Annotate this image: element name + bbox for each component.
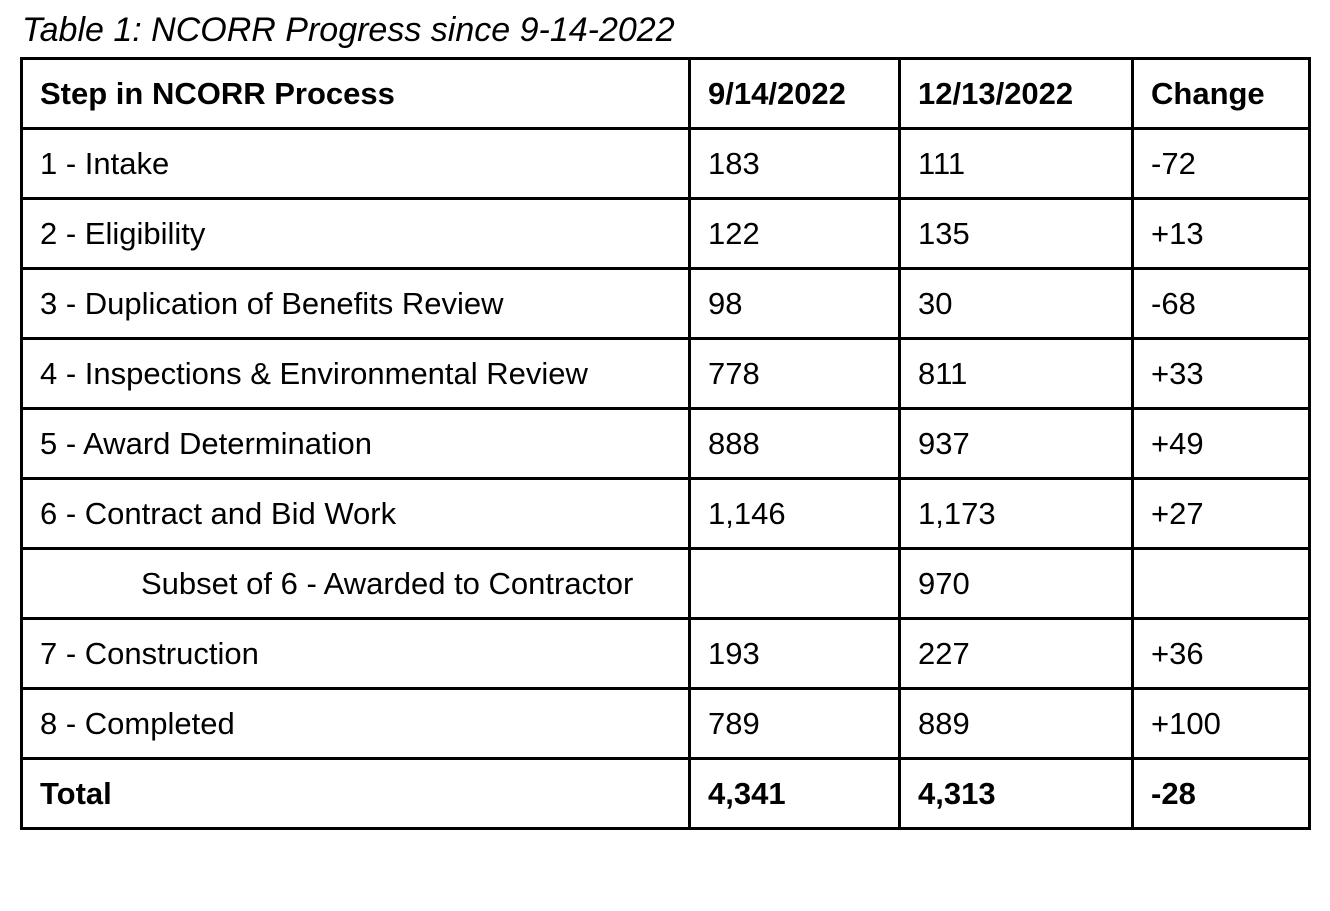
value-cell: 1,173 <box>900 479 1133 549</box>
table-row <box>22 199 1310 269</box>
table-row <box>22 409 1310 479</box>
table-row-subset <box>22 549 1310 619</box>
total-value: 4,341 <box>690 759 900 829</box>
value-cell <box>690 549 900 619</box>
value-cell: 1,146 <box>690 479 900 549</box>
change-cell: +13 <box>1133 199 1310 269</box>
change-cell: -68 <box>1133 269 1310 339</box>
header-date-1: 9/14/2022 <box>690 59 900 129</box>
header-date-2: 12/13/2022 <box>900 59 1133 129</box>
table-header-row <box>22 59 1310 129</box>
value-cell: 937 <box>900 409 1133 479</box>
step-cell: 2 - Eligibility <box>22 199 690 269</box>
header-step: Step in NCORR Process <box>22 59 690 129</box>
value-cell: 227 <box>900 619 1133 689</box>
value-cell: 811 <box>900 339 1133 409</box>
step-cell: 5 - Award Determination <box>22 409 690 479</box>
value-cell: 30 <box>900 269 1133 339</box>
value-cell: 889 <box>900 689 1133 759</box>
table-caption: Table 1: NCORR Progress since 9-14-2022 <box>22 11 675 49</box>
table-row <box>22 269 1310 339</box>
value-cell: 193 <box>690 619 900 689</box>
step-cell: 6 - Contract and Bid Work <box>22 479 690 549</box>
table-row <box>22 479 1310 549</box>
value-cell: 98 <box>690 269 900 339</box>
change-cell <box>1133 549 1310 619</box>
ncorr-progress-table <box>20 57 1311 830</box>
value-cell: 789 <box>690 689 900 759</box>
value-cell: 888 <box>690 409 900 479</box>
value-cell: 111 <box>900 129 1133 199</box>
value-cell: 183 <box>690 129 900 199</box>
change-cell: +100 <box>1133 689 1310 759</box>
change-cell: +27 <box>1133 479 1310 549</box>
table-row <box>22 339 1310 409</box>
header-change: Change <box>1133 59 1310 129</box>
value-cell: 970 <box>900 549 1133 619</box>
table-row <box>22 619 1310 689</box>
step-cell: 8 - Completed <box>22 689 690 759</box>
change-cell: +49 <box>1133 409 1310 479</box>
total-change: -28 <box>1133 759 1310 829</box>
value-cell: 778 <box>690 339 900 409</box>
step-cell: 3 - Duplication of Benefits Review <box>22 269 690 339</box>
step-cell: 7 - Construction <box>22 619 690 689</box>
step-cell: 1 - Intake <box>22 129 690 199</box>
table-total-row <box>22 759 1310 829</box>
value-cell: 135 <box>900 199 1133 269</box>
change-cell: +36 <box>1133 619 1310 689</box>
change-cell: -72 <box>1133 129 1310 199</box>
table-row <box>22 689 1310 759</box>
change-cell: +33 <box>1133 339 1310 409</box>
step-cell: Subset of 6 - Awarded to Contractor <box>22 549 690 619</box>
value-cell: 122 <box>690 199 900 269</box>
total-label: Total <box>22 759 690 829</box>
table-row <box>22 129 1310 199</box>
total-value: 4,313 <box>900 759 1133 829</box>
step-cell: 4 - Inspections & Environmental Review <box>22 339 690 409</box>
